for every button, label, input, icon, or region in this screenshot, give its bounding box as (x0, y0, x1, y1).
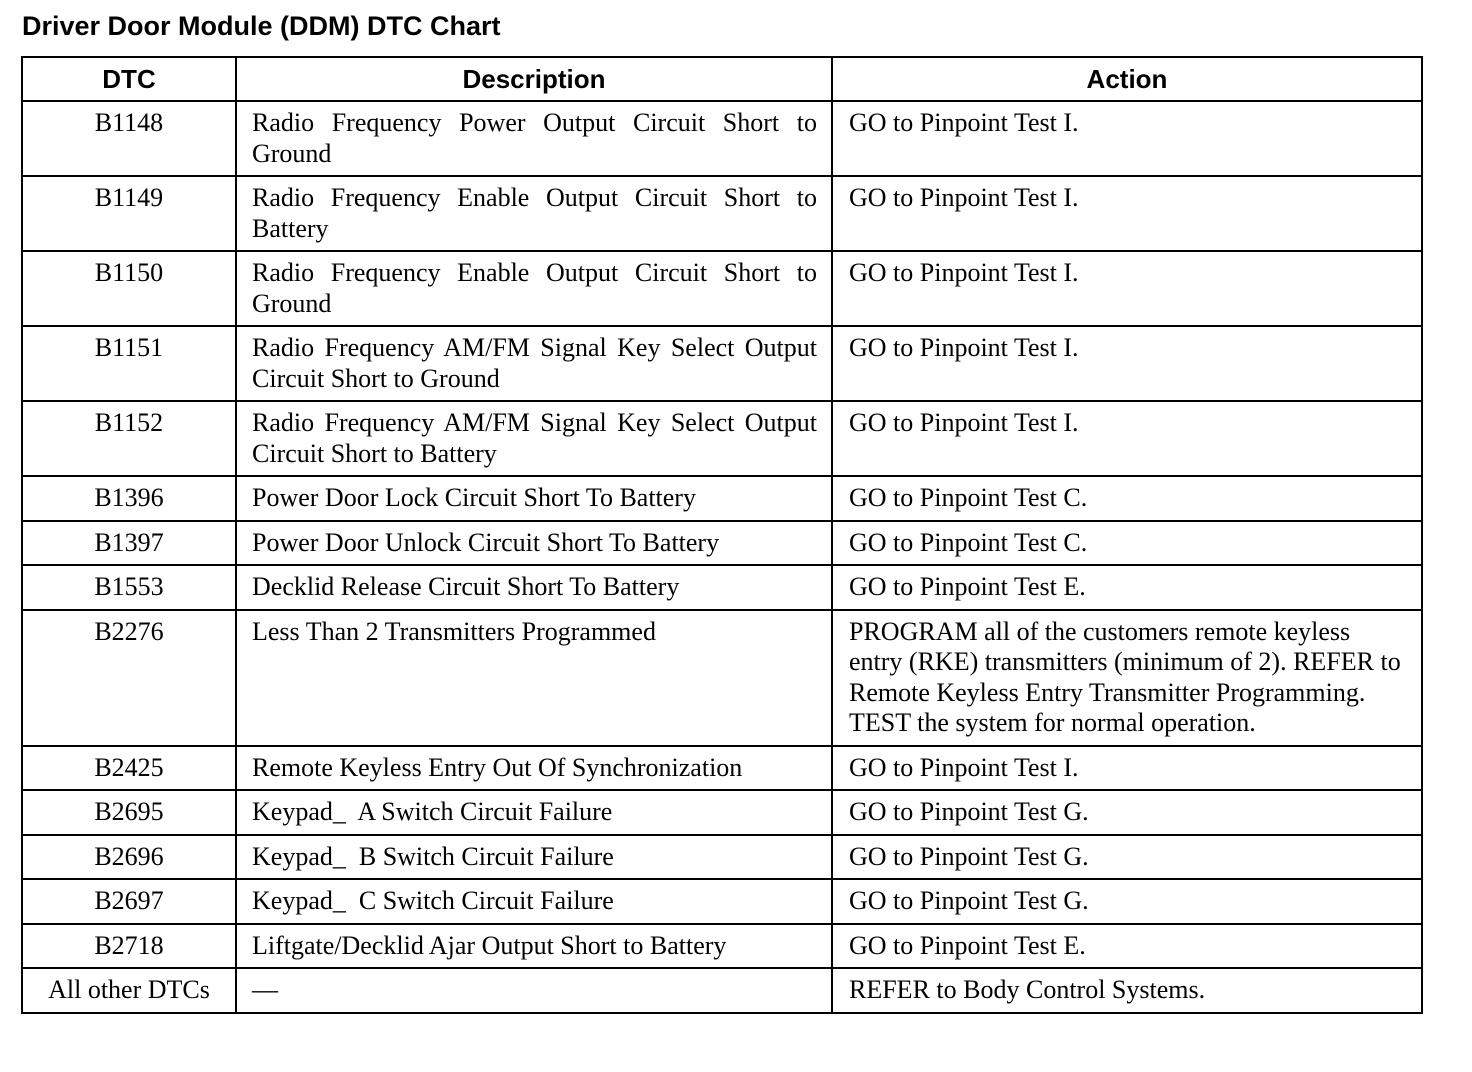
table-row (22, 835, 1422, 880)
description-cell: Keypad_ C Switch Circuit Failure (236, 879, 832, 924)
table-row (22, 401, 1422, 476)
action-cell: GO to Pinpoint Test I. (832, 326, 1422, 401)
dtc-code-cell: B1151 (22, 326, 236, 401)
table-row (22, 924, 1422, 969)
table-row (22, 790, 1422, 835)
table-row (22, 101, 1422, 176)
action-cell: GO to Pinpoint Test G. (832, 835, 1422, 880)
table-row (22, 746, 1422, 791)
description-cell: Decklid Release Circuit Short To Battery (236, 565, 832, 610)
table-row (22, 176, 1422, 251)
dtc-code-cell: B1148 (22, 101, 236, 176)
action-cell: GO to Pinpoint Test G. (832, 790, 1422, 835)
description-cell: Radio Frequency Enable Output Circuit Short to Ground (236, 251, 832, 326)
dtc-code-cell: B1150 (22, 251, 236, 326)
action-cell: GO to Pinpoint Test I. (832, 746, 1422, 791)
dtc-code-cell: B2695 (22, 790, 236, 835)
action-cell: REFER to Body Control Systems. (832, 968, 1422, 1013)
table-row (22, 326, 1422, 401)
action-cell: GO to Pinpoint Test I. (832, 401, 1422, 476)
description-cell: Power Door Lock Circuit Short To Battery (236, 476, 832, 521)
dtc-code-cell: B2276 (22, 610, 236, 746)
description-cell: Liftgate/Decklid Ajar Output Short to Battery (236, 924, 832, 969)
description-cell: — (236, 968, 832, 1013)
column-header-action: Action (832, 57, 1422, 101)
dtc-code-cell: B1396 (22, 476, 236, 521)
table-row (22, 879, 1422, 924)
table-row (22, 968, 1422, 1013)
action-cell: PROGRAM all of the customers remote keyless entry (RKE) transmitters (minimum of 2). REFER to Remote Keyless Entry Transmitter Programming. TEST the system for normal operation. (832, 610, 1422, 746)
column-header-dtc: DTC (22, 57, 236, 101)
action-cell: GO to Pinpoint Test G. (832, 879, 1422, 924)
description-cell: Keypad_ A Switch Circuit Failure (236, 790, 832, 835)
dtc-code-cell: B1152 (22, 401, 236, 476)
table-row (22, 521, 1422, 566)
dtc-code-cell: All other DTCs (22, 968, 236, 1013)
action-cell: GO to Pinpoint Test E. (832, 924, 1422, 969)
dtc-code-cell: B1553 (22, 565, 236, 610)
table-row (22, 565, 1422, 610)
dtc-code-cell: B1397 (22, 521, 236, 566)
description-cell: Radio Frequency AM/FM Signal Key Select Output Circuit Short to Ground (236, 326, 832, 401)
description-cell: Keypad_ B Switch Circuit Failure (236, 835, 832, 880)
table-row (22, 610, 1422, 746)
description-cell: Radio Frequency Enable Output Circuit Short to Battery (236, 176, 832, 251)
action-cell: GO to Pinpoint Test I. (832, 251, 1422, 326)
table-row (22, 251, 1422, 326)
description-cell: Radio Frequency Power Output Circuit Short to Ground (236, 101, 832, 176)
action-cell: GO to Pinpoint Test C. (832, 521, 1422, 566)
action-cell: GO to Pinpoint Test E. (832, 565, 1422, 610)
dtc-code-cell: B2696 (22, 835, 236, 880)
dtc-code-cell: B1149 (22, 176, 236, 251)
action-cell: GO to Pinpoint Test I. (832, 101, 1422, 176)
table-header-row (22, 57, 1422, 101)
description-cell: Less Than 2 Transmitters Programmed (236, 610, 832, 746)
table-body (22, 101, 1422, 1013)
action-cell: GO to Pinpoint Test C. (832, 476, 1422, 521)
dtc-code-cell: B2718 (22, 924, 236, 969)
dtc-table (21, 56, 1423, 1014)
description-cell: Power Door Unlock Circuit Short To Battery (236, 521, 832, 566)
column-header-description: Description (236, 57, 832, 101)
action-cell: GO to Pinpoint Test I. (832, 176, 1422, 251)
table-row (22, 476, 1422, 521)
dtc-code-cell: B2425 (22, 746, 236, 791)
description-cell: Remote Keyless Entry Out Of Synchronization (236, 746, 832, 791)
description-cell: Radio Frequency AM/FM Signal Key Select Output Circuit Short to Battery (236, 401, 832, 476)
dtc-code-cell: B2697 (22, 879, 236, 924)
page-title: Driver Door Module (DDM) DTC Chart (22, 11, 501, 41)
